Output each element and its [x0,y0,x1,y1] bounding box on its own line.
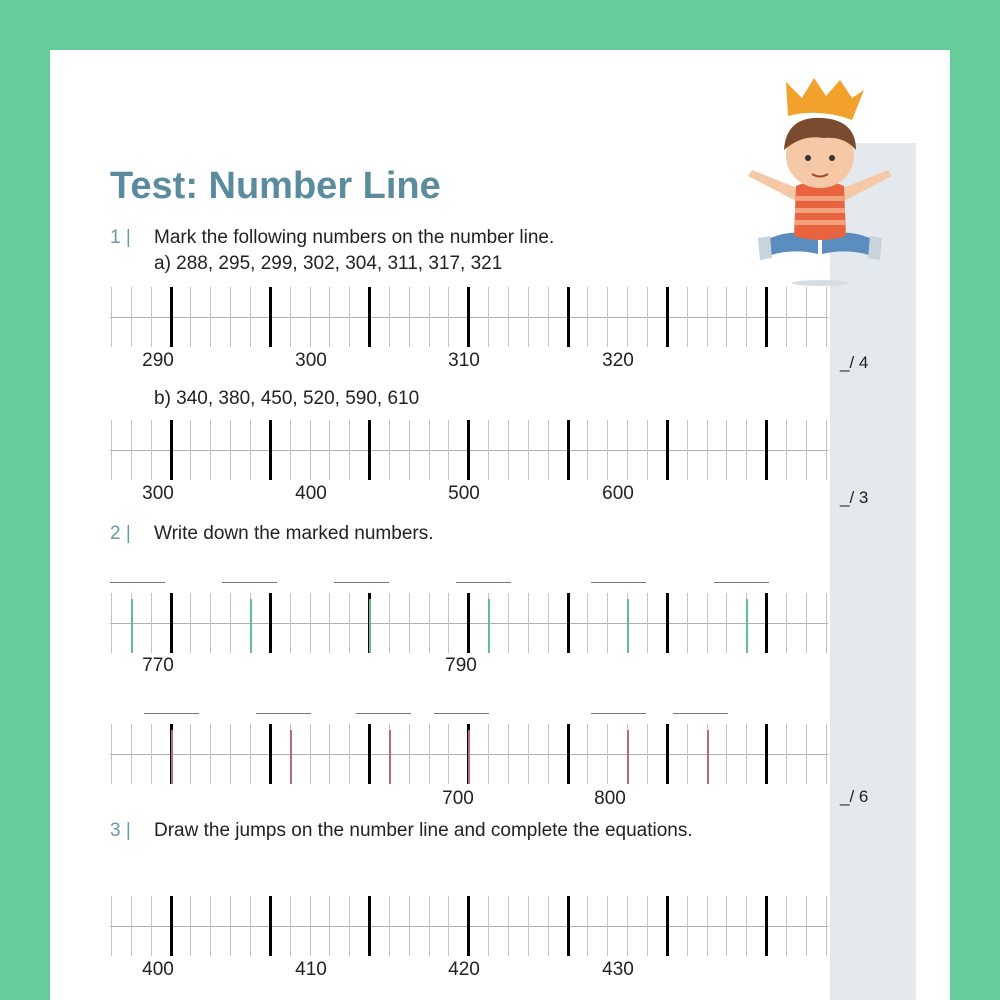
minor-tick [111,420,112,480]
number-line-1b-label: 500 [448,483,480,504]
minor-tick [131,724,132,784]
minor-tick [111,287,112,347]
minor-tick [310,724,311,784]
minor-tick [329,896,330,956]
minor-tick [329,593,330,653]
minor-tick [409,724,410,784]
minor-tick [806,420,807,480]
major-tick [368,896,371,956]
minor-tick [726,420,727,480]
minor-tick [786,287,787,347]
minor-tick [647,593,648,653]
number-line-3-label: 400 [142,959,174,980]
minor-tick [786,724,787,784]
major-tick [170,287,173,347]
minor-tick [151,287,152,347]
minor-tick [210,287,211,347]
minor-tick [290,420,291,480]
question-1a-score: _/ 4 [840,353,869,372]
number-line-1b-label: 400 [295,483,327,504]
minor-tick [448,896,449,956]
major-tick [567,287,570,347]
minor-tick [627,420,628,480]
number-line-1b-label: 600 [602,483,634,504]
answer-blank[interactable] [591,713,646,714]
minor-tick [687,287,688,347]
major-tick [567,420,570,480]
minor-tick [548,593,549,653]
answer-blank[interactable] [144,713,199,714]
minor-tick [349,287,350,347]
minor-tick [786,420,787,480]
minor-tick [210,420,211,480]
minor-tick [508,896,509,956]
minor-tick [230,420,231,480]
minor-tick [707,420,708,480]
number-line-1b-label: 300 [142,483,174,504]
minor-tick [488,420,489,480]
answer-blank[interactable] [434,713,489,714]
minor-tick [826,420,827,480]
minor-tick [111,724,112,784]
minor-tick [250,724,251,784]
number-line-2b-label: 700 [442,788,474,809]
minor-tick [746,420,747,480]
minor-tick [548,896,549,956]
minor-tick [230,593,231,653]
minor-tick [151,896,152,956]
minor-tick [310,420,311,480]
minor-tick [429,287,430,347]
minor-tick [707,896,708,956]
question-2-score: _/ 6 [840,787,869,806]
minor-tick [349,724,350,784]
minor-tick [250,896,251,956]
number-line-2a-label: 770 [142,655,174,676]
question-2-number: 2 | [110,523,131,544]
minor-tick [687,896,688,956]
major-tick [269,420,272,480]
worksheet-page [50,50,950,1000]
minor-tick [290,287,291,347]
minor-tick [647,287,648,347]
major-tick [666,287,669,347]
minor-tick [429,593,430,653]
minor-tick [329,724,330,784]
minor-tick [508,724,509,784]
minor-tick [349,420,350,480]
major-tick [269,593,272,653]
major-tick [666,593,669,653]
minor-tick [746,287,747,347]
marked-position [707,730,709,784]
minor-tick [806,593,807,653]
major-tick [269,724,272,784]
major-tick [467,593,470,653]
minor-tick [448,420,449,480]
minor-tick [409,287,410,347]
boy-with-crown-illustration [740,78,900,288]
question-1b-score: _/ 3 [840,488,869,507]
marked-position [290,730,292,784]
answer-blank[interactable] [673,713,728,714]
minor-tick [429,420,430,480]
major-tick [666,420,669,480]
minor-tick [786,896,787,956]
major-tick [567,896,570,956]
major-tick [269,896,272,956]
question-1-number: 1 | [110,227,131,248]
major-tick [170,593,173,653]
marked-position [627,730,629,784]
question-1b-prompt: b) 340, 380, 450, 520, 590, 610 [154,388,420,409]
minor-tick [746,896,747,956]
minor-tick [508,593,509,653]
minor-tick [409,420,410,480]
minor-tick [230,287,231,347]
minor-tick [528,420,529,480]
minor-tick [587,287,588,347]
minor-tick [250,420,251,480]
answer-blank[interactable] [356,713,411,714]
minor-tick [528,896,529,956]
minor-tick [111,896,112,956]
minor-tick [448,593,449,653]
question-1-prompt: Mark the following numbers on the number line. [154,227,555,248]
marked-position [171,730,173,784]
minor-tick [687,420,688,480]
major-tick [170,420,173,480]
major-tick [666,724,669,784]
number-line-2a [110,593,828,653]
marked-position [131,599,133,653]
major-tick [765,593,768,653]
minor-tick [826,724,827,784]
minor-tick [726,593,727,653]
marked-position [488,599,490,653]
minor-tick [806,896,807,956]
number-line-3[interactable] [110,896,828,956]
number-line-1a-label: 300 [295,350,327,371]
minor-tick [151,593,152,653]
number-line-1a[interactable] [110,287,828,347]
answer-blank[interactable] [110,582,165,583]
minor-tick [607,593,608,653]
minor-tick [448,724,449,784]
minor-tick [786,593,787,653]
minor-tick [210,896,211,956]
minor-tick [826,896,827,956]
marked-position [746,599,748,653]
major-tick [765,287,768,347]
minor-tick [210,724,211,784]
major-tick [765,420,768,480]
minor-tick [488,724,489,784]
minor-tick [806,287,807,347]
minor-tick [726,287,727,347]
minor-tick [448,287,449,347]
answer-blank[interactable] [334,582,389,583]
minor-tick [587,593,588,653]
marked-position [468,730,470,784]
minor-tick [290,593,291,653]
minor-tick [587,896,588,956]
question-1a-prompt: a) 288, 295, 299, 302, 304, 311, 317, 321 [154,253,503,274]
major-tick [368,420,371,480]
number-line-3-label: 420 [448,959,480,980]
number-line-1a-label: 320 [602,350,634,371]
minor-tick [389,896,390,956]
number-line-1a-label: 310 [448,350,480,371]
minor-tick [508,287,509,347]
minor-tick [528,593,529,653]
minor-tick [607,724,608,784]
minor-tick [607,287,608,347]
number-line-3-label: 410 [295,959,327,980]
major-tick [567,593,570,653]
minor-tick [409,593,410,653]
minor-tick [190,593,191,653]
minor-tick [349,593,350,653]
minor-tick [389,593,390,653]
minor-tick [707,287,708,347]
minor-tick [528,287,529,347]
minor-tick [329,287,330,347]
major-tick [467,896,470,956]
minor-tick [310,593,311,653]
minor-tick [826,593,827,653]
minor-tick [647,896,648,956]
minor-tick [607,896,608,956]
minor-tick [627,896,628,956]
minor-tick [190,896,191,956]
minor-tick [190,287,191,347]
minor-tick [151,420,152,480]
major-tick [765,724,768,784]
minor-tick [310,287,311,347]
minor-tick [548,724,549,784]
minor-tick [687,724,688,784]
minor-tick [131,287,132,347]
minor-tick [329,420,330,480]
answer-blank[interactable] [714,582,769,583]
major-tick [170,896,173,956]
major-tick [467,420,470,480]
minor-tick [746,724,747,784]
minor-tick [389,420,390,480]
question-2-prompt: Write down the marked numbers. [154,523,434,544]
minor-tick [429,896,430,956]
number-line-2b-label: 800 [594,788,626,809]
minor-tick [548,287,549,347]
answer-blank[interactable] [456,582,511,583]
minor-tick [726,724,727,784]
major-tick [368,724,371,784]
minor-tick [528,724,529,784]
minor-tick [190,420,191,480]
minor-tick [647,724,648,784]
major-tick [567,724,570,784]
minor-tick [429,724,430,784]
minor-tick [250,287,251,347]
minor-tick [707,593,708,653]
major-tick [666,896,669,956]
number-line-2a-label: 790 [445,655,477,676]
major-tick [467,287,470,347]
number-line-3-label: 430 [602,959,634,980]
minor-tick [826,287,827,347]
minor-tick [726,896,727,956]
answer-blank[interactable] [256,713,311,714]
minor-tick [687,593,688,653]
minor-tick [607,420,608,480]
minor-tick [647,420,648,480]
minor-tick [131,420,132,480]
minor-tick [587,420,588,480]
minor-tick [310,896,311,956]
question-3-number: 3 | [110,820,131,841]
number-line-1b[interactable] [110,420,828,480]
minor-tick [290,896,291,956]
number-line-1a-label: 290 [142,350,174,371]
minor-tick [548,420,549,480]
minor-tick [151,724,152,784]
number-line-2b [110,724,828,784]
question-3-prompt: Draw the jumps on the number line and complete the equations. [154,820,693,841]
page-title: Test: Number Line [110,165,441,207]
minor-tick [131,896,132,956]
minor-tick [806,724,807,784]
minor-tick [488,896,489,956]
marked-position [389,730,391,784]
answer-blank[interactable] [222,582,277,583]
answer-blank[interactable] [591,582,646,583]
major-tick [269,287,272,347]
minor-tick [230,724,231,784]
major-tick [368,287,371,347]
minor-tick [508,420,509,480]
minor-tick [349,896,350,956]
minor-tick [627,287,628,347]
minor-tick [389,287,390,347]
marked-position [250,599,252,653]
marked-position [627,599,629,653]
minor-tick [111,593,112,653]
marked-position [369,599,371,653]
minor-tick [488,287,489,347]
minor-tick [587,724,588,784]
minor-tick [230,896,231,956]
major-tick [765,896,768,956]
minor-tick [210,593,211,653]
minor-tick [190,724,191,784]
minor-tick [409,896,410,956]
